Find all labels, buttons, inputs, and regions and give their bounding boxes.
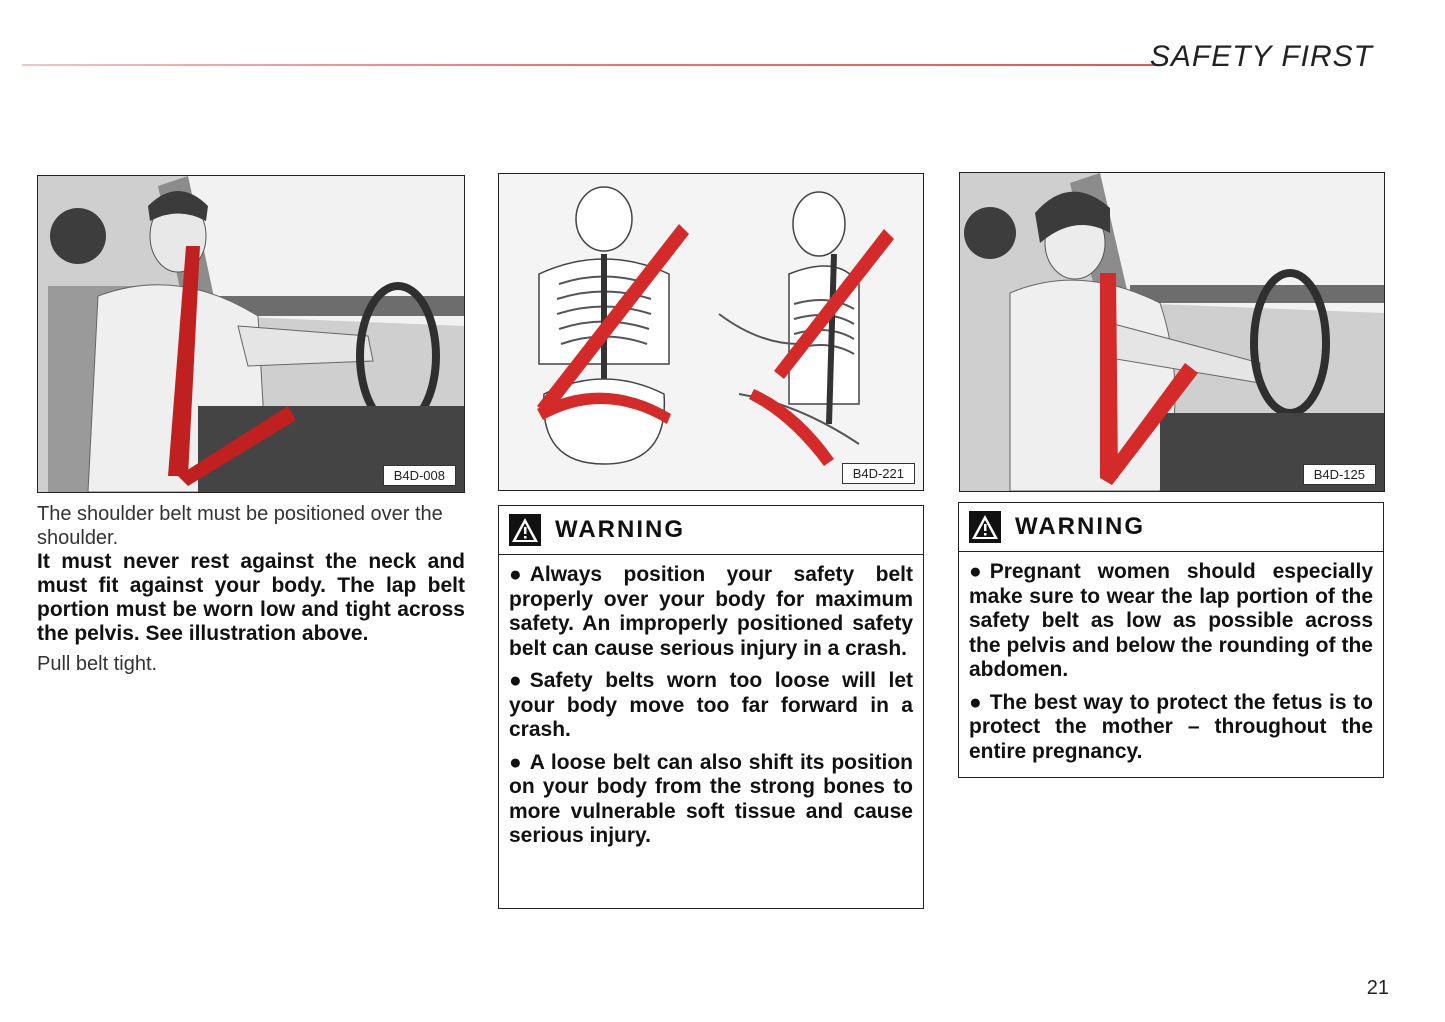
warning-header [499,506,923,555]
pregnant-driver-illustration [960,173,1384,491]
figure-code-label: B4D-221 [842,463,915,484]
caption-emphasis: It must never rest against the neck and must fit against your body. The lap belt portion must be worn low and tight across the pelvis. See illustration above. [37,550,465,645]
figure-skeleton-belt [498,173,924,491]
warning-label: WARNING [1015,513,1145,540]
page-header-title: SAFETY FIRST [1149,40,1373,73]
bullet-icon: ● [969,690,982,714]
warning-item-text: Pregnant women should especially make sure to wear the lap portion of the safety belt as low as possible across the pelvis and below the rounding of the abdomen. [969,560,1373,681]
skeleton-illustration [499,174,923,490]
warning-triangle-icon [969,511,1001,543]
warning-body [959,552,1383,764]
warning-item-text: Always position your safety belt properly over your body for maximum safety. An improperly positioned safety belt can cause serious injury in a crash. [509,563,913,660]
caption-text [37,502,465,676]
caption-closing: Pull belt tight. [37,653,158,675]
caption-intro: The shoulder belt must be positioned over the shoulder. [37,503,443,549]
figure-driver-belt [37,175,465,493]
figure-code-label: B4D-125 [1303,464,1376,485]
driver-illustration [38,176,464,492]
bullet-icon: ● [509,563,522,586]
bullet-icon: ● [509,750,522,774]
figure-pregnant-driver [959,172,1385,492]
warning-item [969,560,1373,683]
warning-box-middle [498,505,924,909]
warning-item [509,563,913,661]
warning-item-text: A loose belt can also shift its position on your body from the strong bones to more vulnerable soft tissue and cause serious injury. [509,750,913,847]
warning-item-text: Safety belts worn too loose will let your body move too far forward in a crash. [509,669,913,741]
bullet-icon: ● [969,560,982,583]
warning-item [509,751,913,849]
page-number: 21 [1366,977,1389,999]
warning-triangle-icon [509,514,541,546]
warning-item [509,669,913,743]
warning-item [969,691,1373,765]
warning-body [499,555,923,849]
header-rule [22,64,1162,66]
warning-label: WARNING [555,516,685,543]
figure-code-label: B4D-008 [383,465,456,486]
warning-box-right [958,502,1384,778]
bullet-icon: ● [509,669,522,692]
warning-header [959,503,1383,552]
warning-item-text: The best way to protect the fetus is to protect the mother – throughout the entire pregnancy. [969,690,1373,763]
